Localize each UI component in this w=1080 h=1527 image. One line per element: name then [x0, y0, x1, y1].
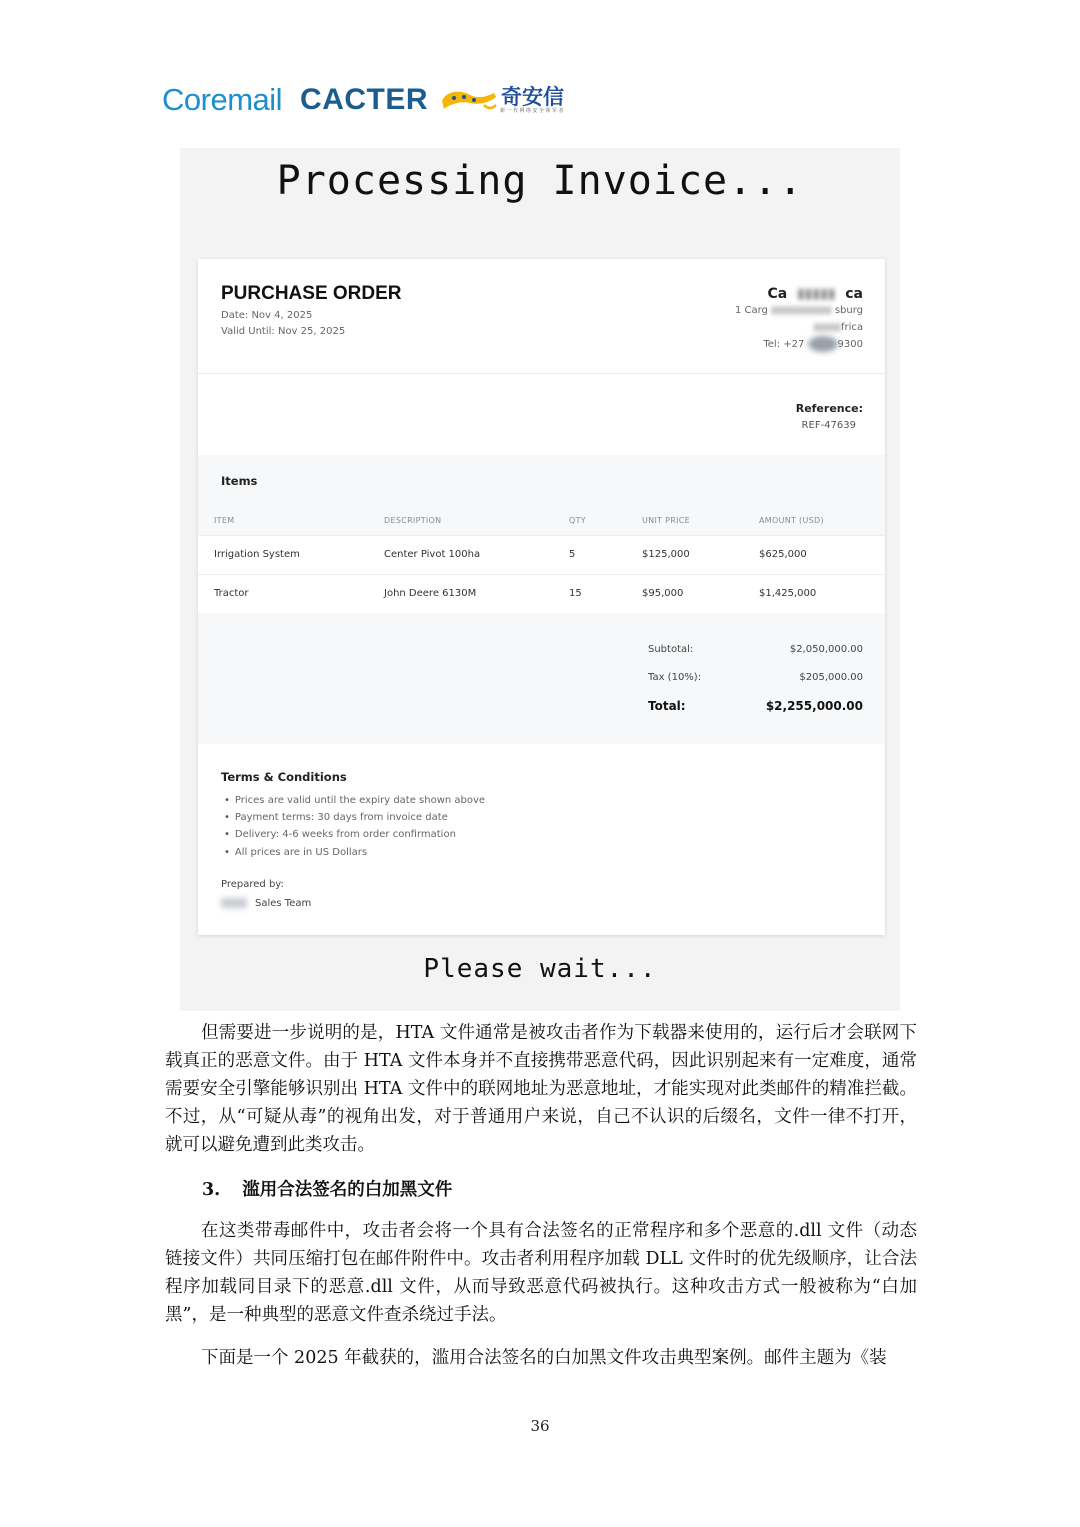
- cell-description: Center Pivot 100ha: [384, 549, 481, 560]
- column-header: QTY: [569, 516, 586, 525]
- table-row: [198, 574, 885, 613]
- subtotal-value: $2,050,000.00: [789, 644, 863, 655]
- column-header: UNIT PRICE: [642, 516, 691, 525]
- cell-item: Tractor: [214, 588, 249, 599]
- cell-qty: 15: [569, 588, 582, 599]
- divider: [198, 373, 885, 374]
- cell-unit-price: $125,000: [642, 549, 690, 560]
- totals-section: [198, 613, 885, 744]
- terms-list: [224, 792, 485, 861]
- company-address: 1 Carg ▮▮▮▮▮▮▮▮▮▮▮ sburg: [734, 305, 863, 316]
- qax-logo: [440, 86, 565, 115]
- table-row: [198, 535, 885, 574]
- total-label: Total:: [648, 699, 686, 713]
- qax-logo-text: 奇安信: [501, 84, 565, 109]
- please-wait-text: Please wait...: [423, 954, 657, 984]
- company-country: ▮▮▮▮▮frica: [813, 321, 863, 333]
- reference-label: Reference:: [795, 402, 863, 415]
- section-heading: [202, 1176, 452, 1201]
- total-value: $2,255,000.00: [765, 699, 863, 713]
- prepared-by-value: Sales Team: [221, 898, 311, 909]
- terms-item: • Delivery: 4-6 weeks from order confirmation: [224, 826, 485, 843]
- items-section: [198, 455, 885, 613]
- phishing-screenshot: [180, 148, 900, 1011]
- page-number: 36: [530, 1417, 550, 1435]
- company-tel: Tel: +27 9300: [735, 336, 863, 354]
- cacter-logo: CACTER: [300, 83, 429, 116]
- qax-logo-tagline: 新一代网络安全领军者: [500, 107, 566, 114]
- items-title: Items: [221, 474, 258, 488]
- tax-label: Tax (10%):: [648, 672, 702, 683]
- terms-title: Terms & Conditions: [221, 770, 347, 784]
- cell-qty: 5: [569, 549, 576, 560]
- invoice-valid-until: Valid Until: Nov 25, 2025: [221, 326, 346, 337]
- prepared-by-label: Prepared by:: [221, 879, 284, 890]
- company-name: Ca ▮▮▮▮▮ ca: [767, 286, 863, 302]
- tax-value: $205,000.00: [799, 672, 863, 683]
- column-header: DESCRIPTION: [384, 516, 442, 525]
- column-header: ITEM: [214, 516, 235, 525]
- cell-description: John Deere 6130M: [384, 588, 477, 599]
- section-title: 滥用合法签名的白加黑文件: [242, 1180, 453, 1200]
- cell-amount: $625,000: [759, 549, 807, 560]
- qax-mascot-icon: [440, 87, 498, 113]
- cell-unit-price: $95,000: [642, 588, 684, 599]
- paragraph-case: 下面是一个 2025 年截获的，滥用合法签名的白加黑文件攻击典型案例。邮件主题为《装: [201, 1348, 887, 1368]
- invoice-date: Date: Nov 4, 2025: [221, 310, 313, 321]
- terms-item: • Payment terms: 30 days from invoice date: [224, 809, 485, 826]
- company-info: [735, 285, 863, 354]
- paragraph-whitelist: 在这类带毒邮件中，攻击者会将一个具有合法签名的正常程序和多个恶意的.dll 文件（动态链接文件）共同压缩打包在邮件附件中。攻击者利用程序加载 DLL 文件时的优先级顺序，让合法程序加载同目录下的恶意.dll 文件，从而导致恶意代码被执行。这种攻击方式一般被称为“白加黑”，是一种典型的恶意文件查杀绕过手法。: [165, 1221, 917, 1325]
- terms-item: • All prices are in US Dollars: [224, 844, 485, 861]
- coremail-logo: Coremail: [162, 82, 283, 117]
- subtotal-label: Subtotal:: [648, 644, 694, 655]
- header-logos: [162, 78, 565, 122]
- section-number: 3.: [202, 1180, 221, 1200]
- items-table-header: [198, 507, 885, 535]
- invoice-title: PURCHASE ORDER: [221, 283, 402, 304]
- paragraph-hta: 但需要进一步说明的是，HTA 文件通常是被攻击者作为下载器来使用的，运行后才会联网下载真正的恶意文件。由于 HTA 文件本身并不直接携带恶意代码，因此识别起来有一定难度，通常需要安全引擎能够识别出 HTA 文件中的联网地址为恶意地址，才能实现对此类邮件的精准拦截。不过，从“可疑从毒”的视角出发，对于普通用户来说，自己不认识的后缀名，文件一律不打开，就可以避免遭到此类攻击。: [165, 1023, 917, 1155]
- terms-item: • Prices are valid until the expiry date shown above: [224, 792, 485, 809]
- cell-item: Irrigation System: [214, 549, 300, 560]
- processing-title: Processing Invoice...: [276, 158, 804, 204]
- cell-amount: $1,425,000: [759, 588, 817, 599]
- reference-value: REF-47639: [801, 420, 856, 431]
- invoice-card: [198, 259, 885, 935]
- column-header: AMOUNT (USD): [759, 516, 824, 525]
